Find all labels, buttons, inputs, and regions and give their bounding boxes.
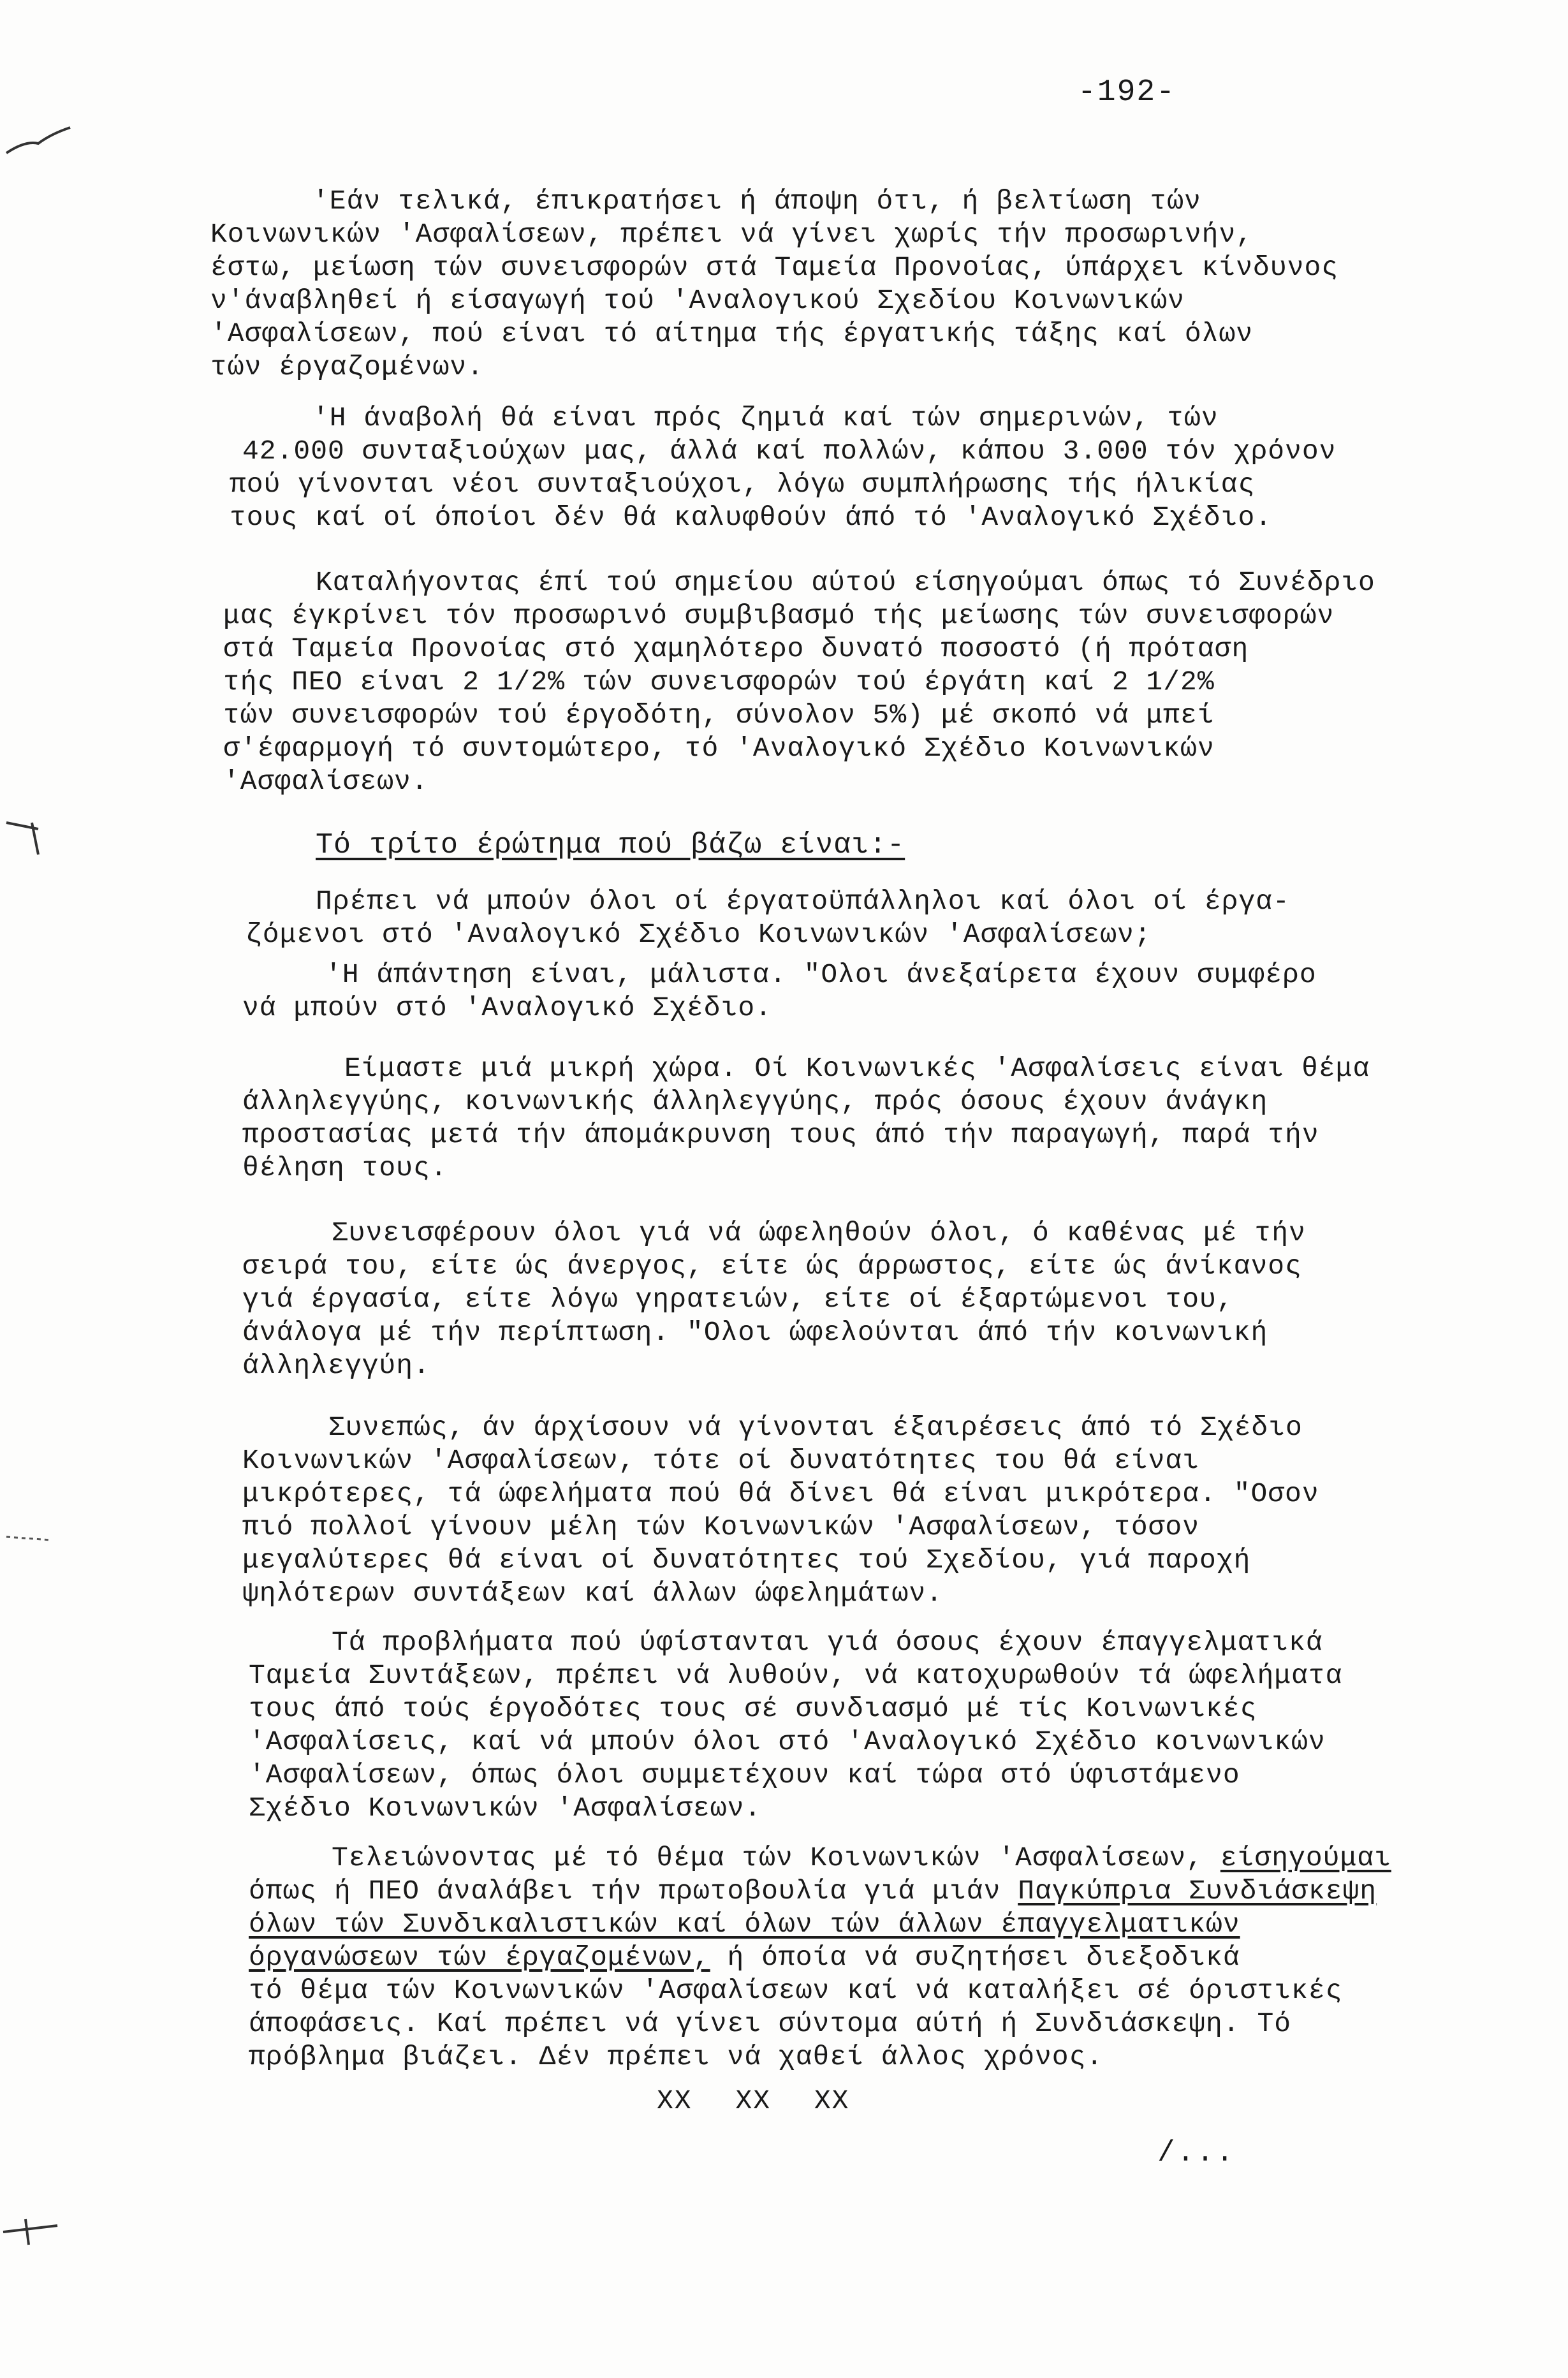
text-line: έστω, μείωση τών συνεισφορών στά Ταμεία Προνοίας, ύπάρχει κίνδυνος: [210, 252, 1339, 283]
scan-mark: [0, 1518, 64, 1556]
text-line: άνάλογα μέ τήν περίπτωση. "Ολοι ώφελούνται άπό τήν κοινωνική: [242, 1317, 1268, 1348]
text-line: στά Ταμεία Προνοίας στό χαμηλότερο δυνατό ποσοστό (ή πρόταση: [223, 633, 1249, 664]
text-fragment: όπως ή ΠΕΟ άναλάβει τήν πρωτοβουλία γιά μιάν: [249, 1875, 1018, 1907]
text-fragment: ή όποία νά συζητήσει διεξοδικά: [710, 1942, 1240, 1973]
text-line: ψηλότερων συντάξεων καί άλλων ώφελημάτων.: [242, 1578, 943, 1609]
text-line: [217, 1842, 1511, 1875]
text-line: άλληλεγγύη.: [242, 1350, 430, 1381]
text-line: νά μπούν στό 'Αναλογικό Σχέδιο.: [242, 992, 772, 1024]
text-line: 'Ασφαλίσεων.: [223, 766, 429, 797]
text-line: Τά προβλήματα πού ύφίστανται γιά όσους έχουν έπαγγελματικά: [332, 1627, 1323, 1658]
text-line: σ'έφαρμογή τό συντομώτερο, τό 'Αναλογικό Σχέδιο Κοινωνικών: [223, 733, 1215, 764]
end-marks: XX XX XX: [657, 2085, 850, 2117]
paragraph: [217, 1052, 1511, 1185]
text-line: τών συνεισφορών τού έργοδότη, σύνολον 5%) μέ σκοπό νά μπεί: [223, 700, 1215, 731]
page-number: -192-: [1078, 75, 1176, 110]
paragraph: [217, 402, 1511, 534]
text-line: πού γίνονται νέοι συνταξιούχοι, λόγω συμπλήρωσης τής ήλικίας: [230, 469, 1256, 500]
text-line: μας έγκρίνει τόν προσωρινό συμβιβασμό τής μείωσης τών συνεισφορών: [223, 600, 1335, 631]
text-line: άποφάσεις. Καί πρέπει νά γίνει σύντομα αύτή ή Συνδιάσκεψη. Τό: [249, 2008, 1292, 2039]
text-line: μικρότερες, τά ώφελήματα πού θά δίνει θά είναι μικρότερα. "Οσον: [242, 1478, 1319, 1509]
text-line: Συνεισφέρουν όλοι γιά νά ώφεληθούν όλοι, ό καθένας μέ τήν: [332, 1217, 1306, 1249]
text-line: Ταμεία Συντάξεων, πρέπει νά λυθούν, νά κατοχυρωθούν τά ώφελήματα: [249, 1660, 1343, 1691]
text-line: Καταλήγοντας έπί τού σημείου αύτού είσηγούμαι όπως τό Συνέδριο: [316, 567, 1375, 598]
paragraph: [217, 958, 1511, 1025]
paragraph: [217, 1217, 1511, 1383]
text-line: τους άπό τούς έργοδότες τους σέ συνδιασμό μέ τίς Κοινωνικές: [249, 1693, 1257, 1724]
text-line: [249, 1941, 1511, 1974]
text-line: πιό πολλοί γίνουν μέλη τών Κοινωνικών 'Ασφαλίσεων, τόσον: [242, 1511, 1200, 1543]
paragraph: [217, 1411, 1511, 1610]
text-fragment: Τελειώνοντας μέ τό θέμα τών Κοινωνικών 'Ασφαλίσεων,: [332, 1842, 1220, 1874]
text-line: 42.000 συνταξιούχων μας, άλλά καί πολλών, κάπου 3.000 τόν χρόνον: [242, 436, 1337, 467]
text-line: 'Ασφαλίσεων, όπως όλοι συμμετέχουν καί τώρα στό ύφιστάμενο: [249, 1759, 1240, 1791]
paragraph: [210, 185, 1511, 384]
text-line: [249, 1908, 1511, 1941]
text-line: Κοινωνικών 'Ασφαλίσεων, πρέπει νά γίνει χωρίς τήν προσωρινήν,: [210, 219, 1254, 250]
text-line: Συνεπώς, άν άρχίσουν νά γίνονται έξαιρέσεις άπό τό Σχέδιο: [328, 1412, 1303, 1443]
text-line: τό θέμα τών Κοινωνικών 'Ασφαλίσεων καί νά καταλήξει σέ όριστικές: [249, 1975, 1343, 2006]
text-line: [249, 1875, 1511, 1908]
paragraph: [245, 885, 1568, 951]
text-line: 'Η άναβολή θά είναι πρός ζημιά καί τών σημερινών, τών: [312, 402, 1219, 434]
underlined-text: είσηγούμαι: [1220, 1842, 1391, 1874]
text-line: άλληλεγγύης, κοινωνικής άλληλεγγύης, πρός όσους έχουν άνάγκη: [242, 1086, 1268, 1117]
text-line: 'Ασφαλίσεων, πού είναι τό αίτημα τής έργατικής τάξης καί όλων: [210, 318, 1254, 349]
text-line: σειρά του, είτε ώς άνεργος, είτε ώς άρρωστος, είτε ώς άνίκανος: [242, 1251, 1302, 1282]
text-line: ζόμενοι στό 'Αναλογικό Σχέδιο Κοινωνικών 'Ασφαλίσεων;: [245, 919, 1152, 950]
text-line: Πρέπει νά μπούν όλοι οί έργατοϋπάλληλοι καί όλοι οί έργα-: [316, 886, 1290, 917]
scan-mark: [0, 2213, 70, 2251]
text-line: 'Ασφαλίσεις, καί νά μπούν όλοι στό 'Αναλογικό Σχέδιο κοινωνικών: [249, 1726, 1326, 1758]
scan-mark: [0, 810, 70, 861]
text-line: θέληση τους.: [242, 1152, 448, 1184]
section-heading: Τό τρίτο έρώτημα πού βάζω είναι:-: [316, 829, 905, 862]
text-line: γιά έργασία, είτε λόγω γηρατειών, είτε οί έξαρτώμενοι του,: [242, 1284, 1234, 1315]
text-line: ν'άναβληθεί ή είσαγωγή τού 'Αναλογικού Σχεδίου Κοινωνικών: [210, 285, 1185, 316]
text-line: τής ΠΕΟ είναι 2 1/2% τών συνεισφορών τού έργάτη καί 2 1/2%: [223, 666, 1215, 698]
scan-mark: [0, 115, 83, 166]
text-line: Κοινωνικών 'Ασφαλίσεων, τότε οί δυνατότητες του θά είναι: [242, 1445, 1200, 1476]
paragraph: [217, 1842, 1511, 2074]
paragraph: [217, 1626, 1511, 1825]
paragraph: [217, 566, 1511, 798]
underlined-text: όργανώσεων τών έργαζομένων,: [249, 1942, 710, 1973]
text-line: προστασίας μετά τήν άπομάκρυνση τους άπό τήν παραγωγή, παρά τήν: [242, 1119, 1319, 1150]
underlined-text: Παγκύπρια Συνδιάσκεψη: [1018, 1875, 1377, 1907]
text-line: μεγαλύτερες θά είναι οί δυνατότητες τού Σχεδίου, γιά παροχή: [242, 1545, 1251, 1576]
text-line: Σχέδιο Κοινωνικών 'Ασφαλίσεων.: [249, 1793, 762, 1824]
text-line: 'Εάν τελικά, έπικρατήσει ή άποψη ότι, ή βελτίωση τών: [312, 186, 1201, 217]
text-line: πρόβλημα βιάζει. Δέν πρέπει νά χαθεί άλλος χρόνος.: [249, 2041, 1104, 2073]
text-line: Είμαστε μιά μικρή χώρα. Οί Κοινωνικές 'Ασφαλίσεις είναι θέμα: [344, 1053, 1370, 1084]
text-line: 'Η άπάντηση είναι, μάλιστα. "Ολοι άνεξαίρετα έχουν συμφέρο: [325, 959, 1317, 990]
text-line: τών έργαζομένων.: [210, 351, 484, 383]
text-line: τους καί οί όποίοι δέν θά καλυφθούν άπό τό 'Αναλογικό Σχέδιο.: [230, 502, 1273, 533]
underlined-text: όλων τών Συνδικαλιστικών καί όλων τών άλλων έπαγγελματικών: [249, 1909, 1240, 1940]
continued-marker: /...: [1157, 2136, 1236, 2169]
